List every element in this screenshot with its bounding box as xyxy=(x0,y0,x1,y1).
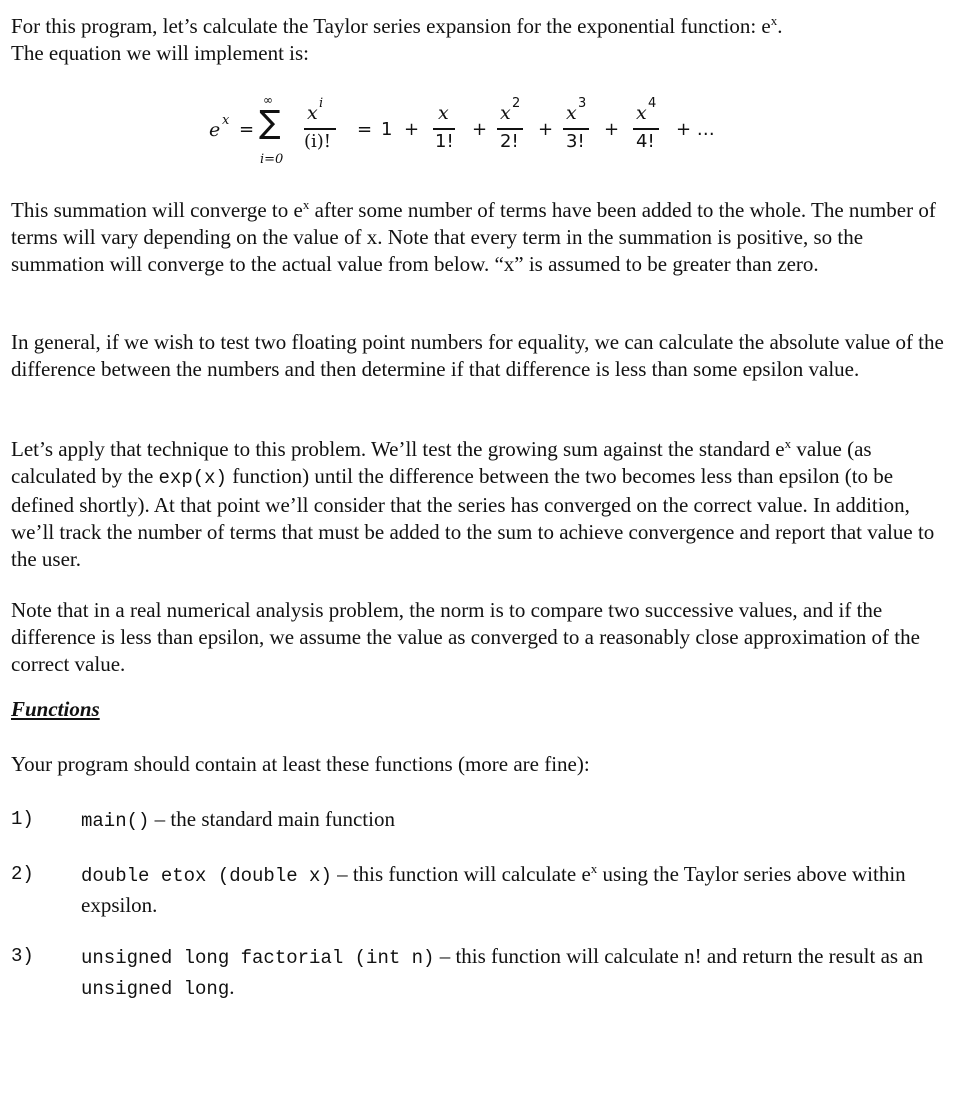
item-2-superscript: x xyxy=(590,861,598,876)
eq-upper-limit: ∞ xyxy=(263,93,273,107)
para3-text-a: Let’s apply that technique to this problem. We’ll test the growing sum against the standard e xyxy=(11,437,785,461)
eq-t2-exp: 2 xyxy=(512,96,521,111)
eq-t3-den: 3! xyxy=(566,131,585,152)
para3-code-exp: exp(x) xyxy=(158,467,227,489)
item-3-number: 3) xyxy=(11,945,34,967)
eq-plus-3: + xyxy=(538,119,554,140)
para1-text-b: after some number of terms have been added to the whole. The number of terms will vary depending on the value of x. Note that every term in the summation is positive, so the summation will converge to the actual value from below. “x” is assumed to be greater than zero. xyxy=(11,198,936,276)
item-1-number: 1) xyxy=(11,808,34,830)
item-1-text: – the standard main function xyxy=(149,807,395,831)
intro-superscript: x xyxy=(770,13,778,28)
eq-lhs-exp: x xyxy=(222,113,230,128)
eq-t4-num: x xyxy=(636,102,647,124)
intro-text: For this program, let’s calculate the Taylor series expansion for the exponential function: e xyxy=(11,14,771,38)
convergence-paragraph xyxy=(11,197,956,278)
eq-lower-limit: i=0 xyxy=(260,152,284,167)
eq-t3-exp: 3 xyxy=(578,96,587,111)
item-3-body xyxy=(81,942,951,1004)
technique-paragraph xyxy=(11,436,956,573)
item-1-body xyxy=(81,805,951,836)
eq-sum-frac-line xyxy=(304,128,336,130)
eq-sum-den: (i)! xyxy=(304,131,332,152)
eq-equals-2: = xyxy=(357,119,373,140)
functions-heading: Functions xyxy=(11,697,100,721)
eq-equals-1: = xyxy=(239,119,255,140)
eq-one: 1 xyxy=(381,119,393,140)
eq-t4-exp: 4 xyxy=(648,96,657,111)
eq-t1-den: 1! xyxy=(435,131,454,152)
eq-t1-num: x xyxy=(438,102,449,124)
eq-sum-num-exp: i xyxy=(319,96,324,111)
eq-t1-frac-line xyxy=(433,128,455,130)
taylor-equation xyxy=(0,0,972,190)
item-2-body xyxy=(81,860,951,920)
eq-lhs-e: e xyxy=(209,119,221,141)
item-2-code: double etox (double x) xyxy=(81,865,332,887)
eq-sum-num: x xyxy=(307,102,318,124)
numerical-analysis-paragraph: Note that in a real numerical analysis problem, the norm is to compare two successive values, and if the difference is less than epsilon, we assume the value as converged to a reasonably close approximation of the correct value. xyxy=(11,598,920,676)
functions-intro: Your program should contain at least these functions (more are fine): xyxy=(11,752,590,776)
item-3-text-a: – this function will calculate n! and return the result as an xyxy=(434,944,924,968)
item-2-text-b: using the Taylor series above within expsilon. xyxy=(81,862,906,917)
eq-tail: + … xyxy=(676,119,715,140)
intro-period: . xyxy=(777,14,783,38)
eq-t2-num: x xyxy=(500,102,511,124)
para3-text-c: function) until the difference between the two becomes less than epsilon (to be defined shortly). At that point we’ll consider that the series has converged on the correct value. In addition, we’ll track the number of terms that must be added to the sum to achieve convergence and report that value to the user. xyxy=(11,464,935,571)
eq-t3-num: x xyxy=(566,102,577,124)
eq-t4-frac-line xyxy=(633,128,659,130)
item-2-text-a: – this function will calculate e xyxy=(331,862,591,886)
eq-plus-4: + xyxy=(604,119,620,140)
eq-plus-1: + xyxy=(404,119,420,140)
epsilon-paragraph: In general, if we wish to test two floating point numbers for equality, we can calculate the absolute value of the difference between the numbers and then determine if that difference is less than some epsilon value. xyxy=(11,330,944,381)
para3-superscript: x xyxy=(784,436,792,451)
item-1-code: main() xyxy=(81,810,150,832)
eq-t2-frac-line xyxy=(497,128,523,130)
eq-t3-frac-line xyxy=(563,128,589,130)
item-3-code: unsigned long factorial (int n) xyxy=(81,947,435,969)
para1-superscript: x xyxy=(302,197,310,212)
intro-line2: The equation we will implement is: xyxy=(11,41,310,65)
item-3-code-2: unsigned long xyxy=(81,978,230,1000)
item-3-text-b: . xyxy=(229,975,235,999)
para3-text-b: value (as calculated by the xyxy=(11,437,872,488)
para1-text-a: This summation will converge to e xyxy=(11,198,303,222)
item-2-number: 2) xyxy=(11,863,34,885)
eq-t4-den: 4! xyxy=(636,131,655,152)
eq-plus-2: + xyxy=(472,119,488,140)
eq-t2-den: 2! xyxy=(500,131,519,152)
eq-sigma: ∑ xyxy=(259,103,281,141)
